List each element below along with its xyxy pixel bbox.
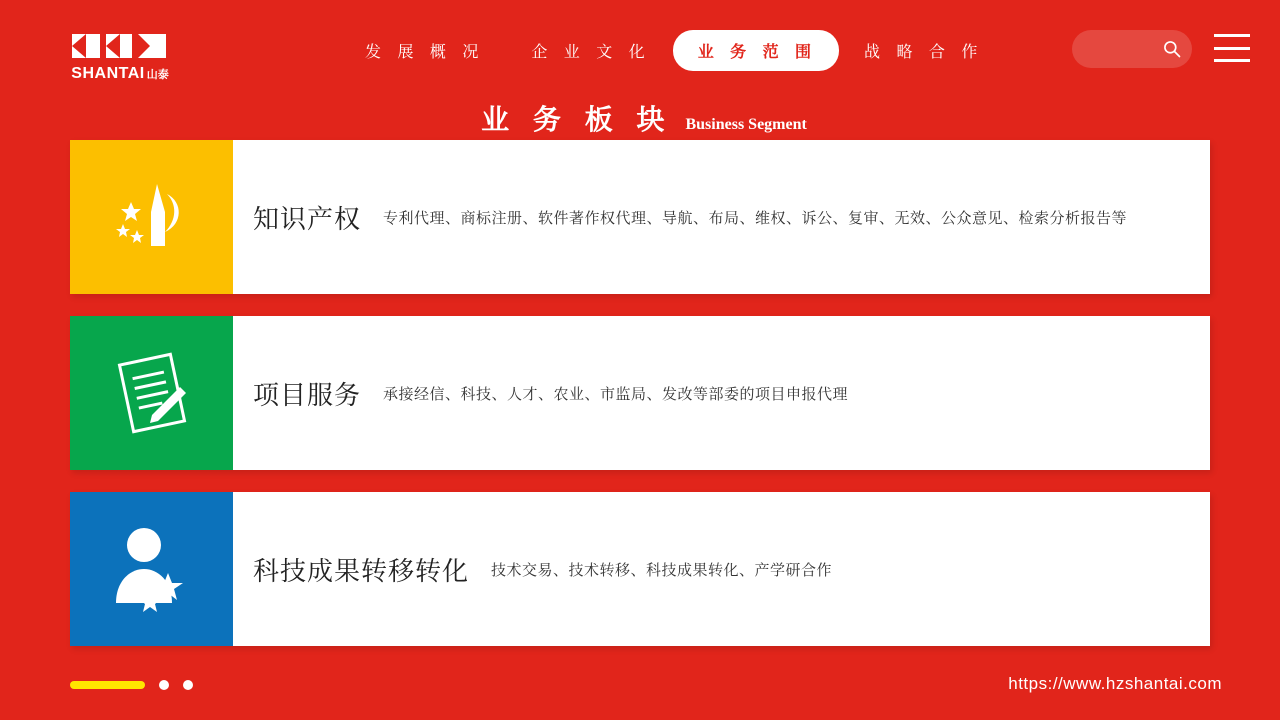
card-description: 专利代理、商标注册、软件著作权代理、导航、布局、维权、诉公、复审、无效、公众意见、检索分析报告等 <box>383 209 1128 227</box>
card-icon-wrap <box>70 140 233 294</box>
card-title: 科技成果转移转化 <box>253 555 470 586</box>
search-icon[interactable] <box>1162 39 1182 59</box>
site-url: https://www.hzshantai.com <box>1008 674 1222 693</box>
page-title-en: Business Segment <box>685 116 807 133</box>
card-description: 承接经信、科技、人才、农业、市监局、发改等部委的项目申报代理 <box>383 385 849 403</box>
page-title <box>0 98 1280 138</box>
nav-item-strategic-cooperation[interactable]: 战 略 合 作 <box>864 43 984 61</box>
site-header <box>0 0 1280 100</box>
nav-item-business-scope[interactable]: 业 务 范 围 <box>673 30 839 71</box>
card-body <box>233 492 1210 646</box>
list-item[interactable] <box>70 492 1210 646</box>
list-item[interactable] <box>70 140 1210 294</box>
person-stars-icon <box>102 519 202 619</box>
document-pen-icon <box>104 345 200 441</box>
card-body <box>233 316 1210 470</box>
hamburger-menu-icon[interactable] <box>1214 34 1250 62</box>
pagination-dot-3[interactable] <box>183 680 193 690</box>
hamburger-line <box>1214 47 1250 50</box>
brand-name-cn: 山泰 <box>146 68 169 81</box>
page-title-cn: 业 务 板 块 <box>481 104 673 135</box>
nav-item-culture[interactable]: 企 业 文 化 <box>531 43 651 61</box>
card-icon-wrap <box>70 492 233 646</box>
hamburger-line <box>1214 34 1250 37</box>
brand-wordmark <box>71 65 168 83</box>
monument-stars-icon <box>107 172 197 262</box>
card-title: 知识产权 <box>253 203 362 234</box>
card-body <box>233 140 1210 294</box>
business-segment-list <box>70 140 1210 668</box>
list-item[interactable] <box>70 316 1210 470</box>
hamburger-line <box>1214 59 1250 62</box>
pagination-indicator-active[interactable] <box>70 681 145 689</box>
carousel-pagination <box>70 680 193 690</box>
search-input[interactable] <box>1072 30 1192 68</box>
card-title: 项目服务 <box>253 379 362 410</box>
brand-name-en: SHANTAI <box>71 64 145 82</box>
pagination-dot-2[interactable] <box>159 680 169 690</box>
nav-item-development[interactable]: 发 展 概 况 <box>365 43 485 61</box>
brand-logo[interactable] <box>70 28 170 84</box>
shantai-logo-icon <box>70 30 170 62</box>
card-icon-wrap <box>70 316 233 470</box>
main-navigation <box>340 30 1005 70</box>
card-description: 技术交易、技术转移、科技成果转化、产学研合作 <box>491 561 833 579</box>
